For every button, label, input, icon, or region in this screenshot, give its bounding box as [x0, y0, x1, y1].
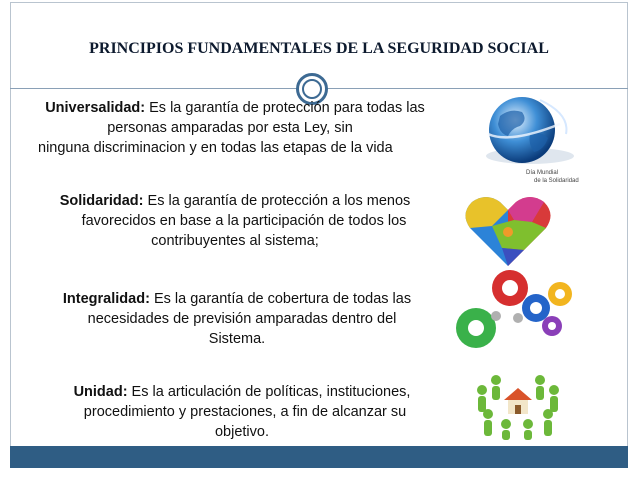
section-line: Es la garantía de protección para todas las	[145, 100, 425, 116]
bottom-accent-bar	[10, 446, 628, 468]
puzzle-heart-icon	[462, 192, 554, 270]
section-term: Solidaridad:	[59, 193, 144, 209]
section-unidad	[36, 382, 448, 442]
section-solidaridad	[30, 191, 440, 251]
section-line: objetivo.	[214, 424, 269, 440]
section-line: procedimiento y prestaciones, a fin de alcanzar su	[83, 404, 407, 420]
section-line: Sistema.	[208, 331, 266, 347]
globe-caption: de la Solidaridad	[534, 178, 579, 184]
section-line: Es la garantía de cobertura de todas las	[149, 291, 412, 307]
gears-image	[448, 266, 578, 352]
section-term: Unidad:	[73, 384, 128, 400]
section-universalidad	[28, 98, 452, 158]
section-line: necesidades de previsión amparadas dentro del	[87, 311, 397, 327]
gears-icon	[448, 266, 578, 352]
section-line: personas amparadas por esta Ley, sin	[107, 120, 353, 136]
page-title: PRINCIPIOS FUNDAMENTALES DE LA SEGURIDAD SOCIAL	[89, 40, 549, 57]
section-line: ninguna discriminacion y en todas las etapas de la vida	[38, 140, 393, 156]
globe-caption: Día Mundial	[526, 170, 559, 176]
section-term: Integralidad:	[62, 291, 150, 307]
section-line: contribuyentes al sistema;	[151, 233, 319, 249]
section-line: Es la articulación de políticas, instituciones,	[127, 384, 411, 400]
globe-image	[470, 94, 586, 190]
section-integralidad	[32, 289, 442, 349]
people-house-icon	[466, 370, 570, 442]
people-house-image	[466, 370, 570, 442]
section-term: Universalidad:	[45, 100, 146, 116]
section-line: Es la garantía de protección a los menos	[143, 193, 411, 209]
section-line: favorecidos en base a la participación de todos los	[81, 213, 407, 229]
puzzle-heart-image	[462, 192, 554, 270]
